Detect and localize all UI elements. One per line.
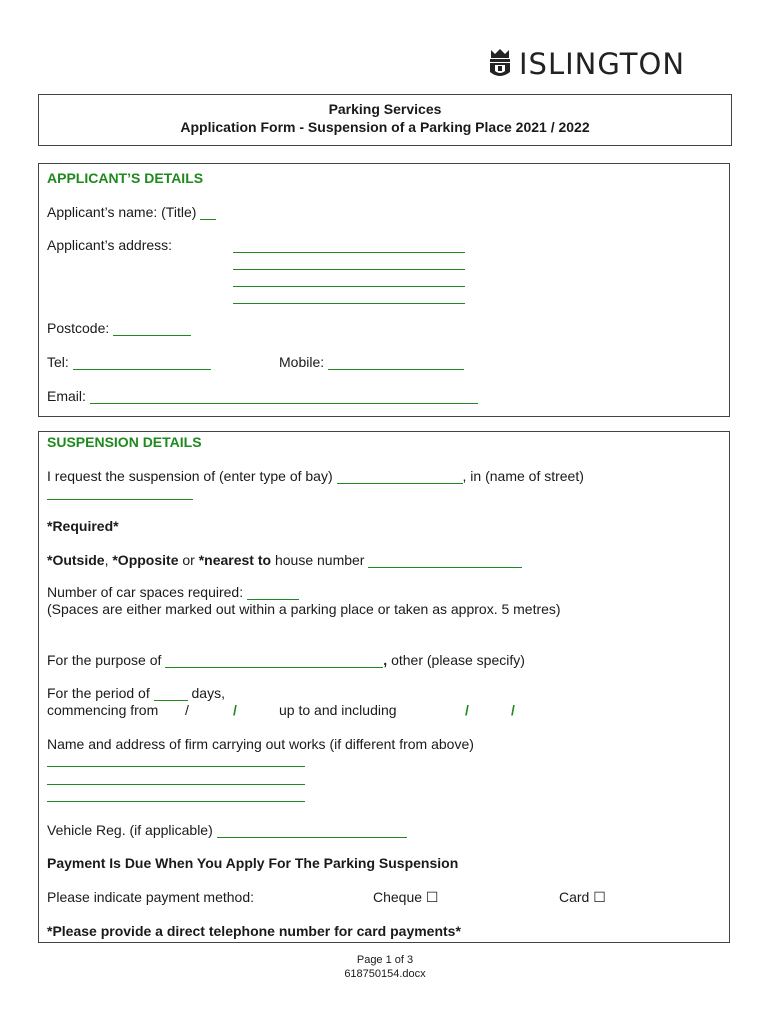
cheque-checkbox[interactable]: Cheque ☐: [373, 889, 439, 905]
house-number-label: house number: [271, 552, 365, 568]
spaces-note: (Spaces are either marked out within a parking place or taken as approx. 5 metres): [47, 601, 561, 617]
firm-line-3[interactable]: [47, 801, 305, 802]
phone-note: *Please provide a direct telephone number for card payments*: [47, 923, 461, 939]
card-checkbox[interactable]: Card ☐: [559, 889, 606, 905]
purpose-other-label: other (please specify): [387, 652, 525, 668]
islington-logo: [487, 44, 685, 84]
commencing-label: commencing from: [47, 702, 159, 718]
nearest-option: *nearest to: [198, 552, 272, 568]
suspension-details-section: [38, 431, 730, 943]
payment-due-note: Payment Is Due When You Apply For The Parking Suspension: [47, 855, 459, 871]
form-title-line1: Parking Services: [328, 101, 442, 117]
purpose-field[interactable]: [165, 655, 383, 668]
firm-label: Name and address of firm carrying out works (if different from above): [47, 736, 474, 752]
vehicle-reg-field[interactable]: [217, 825, 407, 838]
address-line-4[interactable]: [233, 303, 465, 304]
bay-request-row: [47, 468, 584, 484]
applicant-address-label: Applicant’s address:: [47, 237, 173, 253]
postcode-row: [47, 320, 191, 336]
address-line-2[interactable]: [233, 269, 465, 270]
logo-text: ISLINGTON: [519, 47, 686, 81]
applicant-name-row: [47, 204, 216, 220]
spaces-row: [47, 584, 299, 600]
start-date-slash-1[interactable]: /: [185, 702, 189, 718]
applicant-heading: APPLICANT’S DETAILS: [47, 170, 204, 186]
location-row: [47, 552, 522, 568]
form-title-line2: Application Form - Suspension of a Parking Place 2021 / 2022: [180, 119, 590, 135]
upto-label: up to and including: [279, 702, 397, 718]
house-number-field[interactable]: [368, 555, 522, 568]
firm-line-1[interactable]: [47, 766, 305, 767]
comma-separator: ,: [104, 552, 113, 568]
payment-method-label: Please indicate payment method:: [47, 889, 255, 905]
tel-row: [47, 354, 211, 370]
address-line-1[interactable]: [233, 252, 465, 253]
email-field[interactable]: [90, 391, 478, 404]
bay-request-label: I request the suspension of (enter type of bay): [47, 468, 333, 484]
email-label: Email:: [47, 388, 86, 404]
period-label: For the period of: [47, 685, 150, 701]
suspension-heading: SUSPENSION DETAILS: [47, 434, 202, 450]
address-line-3[interactable]: [233, 286, 465, 287]
applicant-title-field[interactable]: [200, 207, 216, 220]
opposite-option: *Opposite: [112, 552, 179, 568]
spaces-field[interactable]: [247, 587, 299, 600]
end-date-slash-2[interactable]: /: [511, 702, 515, 718]
days-label: days,: [191, 685, 225, 701]
tel-field[interactable]: [73, 357, 211, 370]
email-row: [47, 388, 478, 404]
tel-label: Tel:: [47, 354, 69, 370]
islington-crest-icon: [487, 48, 513, 80]
purpose-row: [47, 652, 525, 668]
start-date-slash-2[interactable]: /: [233, 702, 237, 718]
bay-type-field[interactable]: [337, 471, 463, 484]
applicant-details-section: [38, 163, 730, 417]
period-row: [47, 685, 225, 701]
or-text: or: [178, 552, 199, 568]
mobile-field[interactable]: [328, 357, 464, 370]
outside-option: *Outside: [47, 552, 105, 568]
page-number: Page 1 of 3: [356, 954, 414, 966]
mobile-label: Mobile:: [279, 354, 325, 370]
form-title-box: [38, 94, 732, 146]
period-days-field[interactable]: [154, 688, 188, 701]
file-name: 618750154.docx: [344, 968, 426, 980]
mobile-row: [279, 354, 464, 370]
required-note: *Required*: [47, 518, 119, 534]
street-name-field[interactable]: [47, 499, 193, 500]
spaces-label: Number of car spaces required:: [47, 584, 244, 600]
postcode-label: Postcode:: [47, 320, 110, 336]
postcode-field[interactable]: [113, 323, 191, 336]
end-date-slash-1[interactable]: /: [465, 702, 469, 718]
street-label: , in (name of street): [462, 468, 584, 484]
applicant-name-label: Applicant’s name: (Title): [47, 204, 197, 220]
vehicle-row: [47, 822, 407, 838]
vehicle-label: Vehicle Reg. (if applicable): [47, 822, 213, 838]
firm-line-2[interactable]: [47, 784, 305, 785]
purpose-label: For the purpose of: [47, 652, 162, 668]
purpose-comma: ,: [383, 652, 388, 668]
